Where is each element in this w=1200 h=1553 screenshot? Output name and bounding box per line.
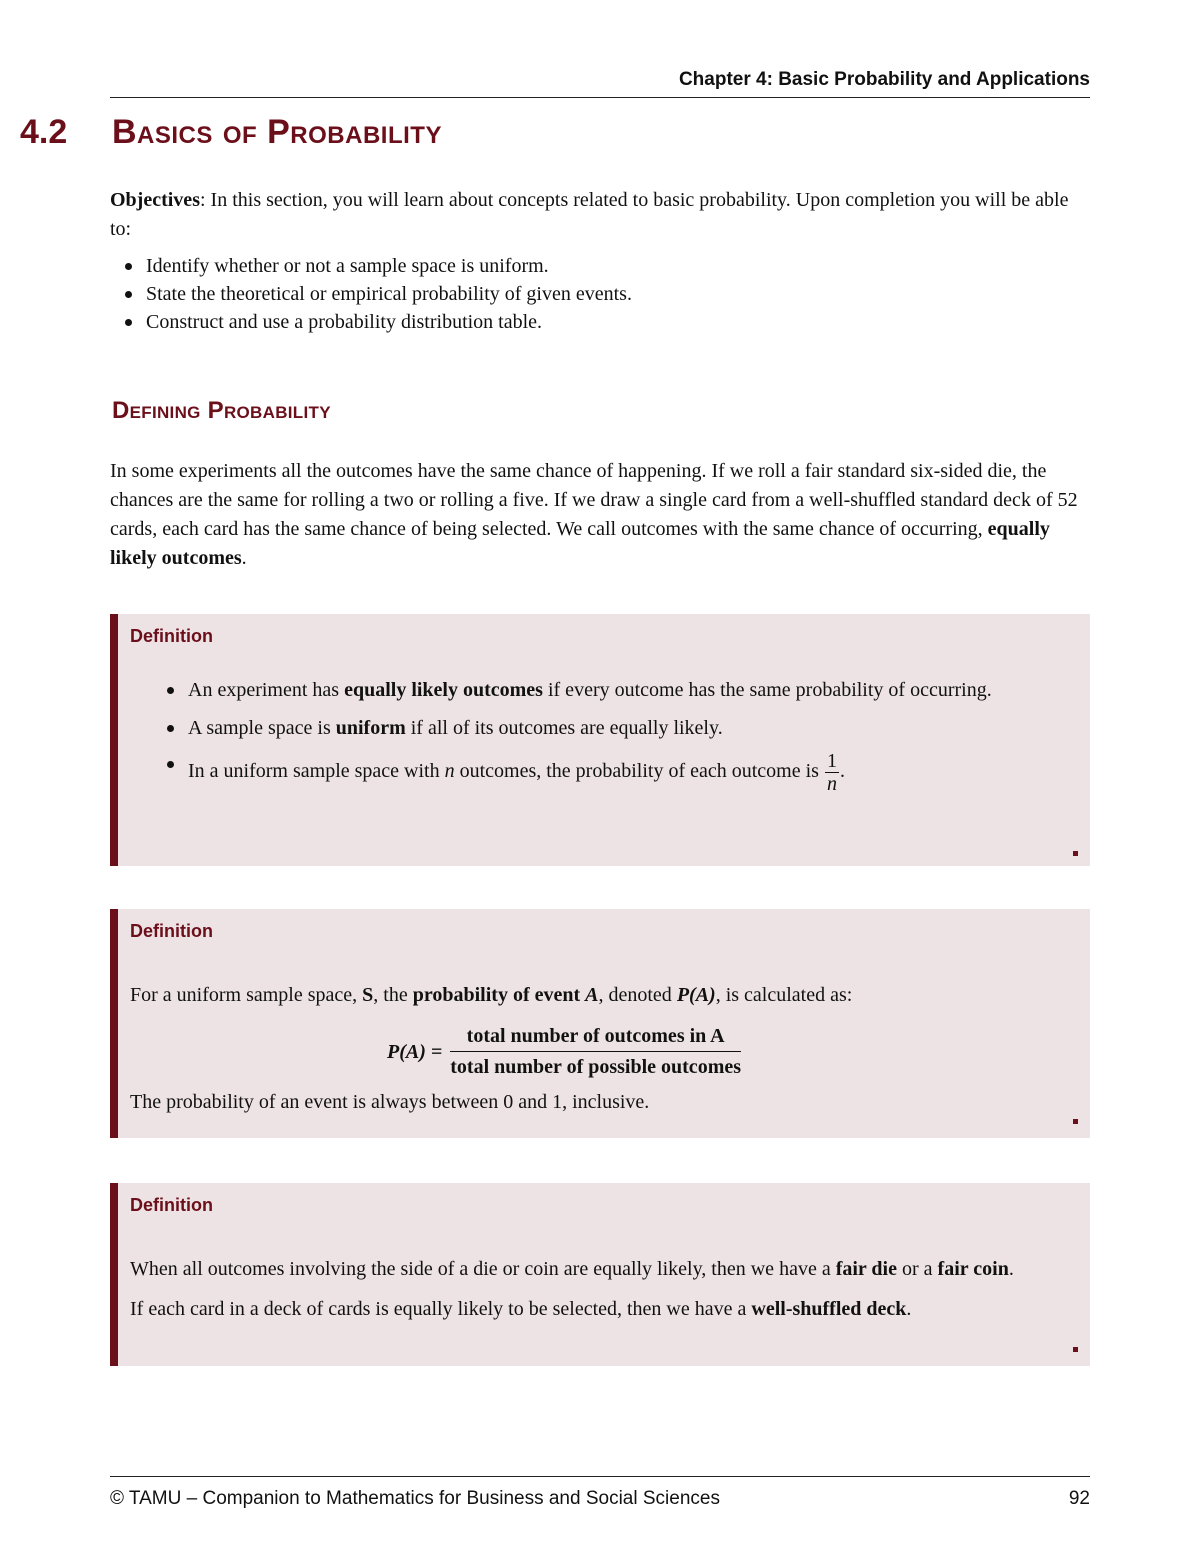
definition-item <box>188 714 1078 742</box>
sample-space-symbol: S <box>362 984 374 1006</box>
def-term: fair die <box>835 1258 897 1280</box>
objectives-label: Objectives <box>110 189 200 211</box>
page-footer <box>110 1476 1090 1511</box>
fraction-one-over-n <box>825 750 839 795</box>
formula-denominator: total number of possible outcomes <box>450 1056 742 1078</box>
def-text: . <box>1008 1258 1014 1280</box>
chapter-title: Chapter 4: Basic Probability and Applications <box>678 69 1090 90</box>
intro-block <box>110 457 1090 573</box>
def-text: , is calculated as: <box>715 984 853 1006</box>
page-number: 92 <box>1068 1488 1090 1509</box>
definition-paragraph <box>130 1295 1078 1323</box>
objective-item: Identify whether or not a sample space is uniform. <box>146 252 1090 280</box>
objective-item: State the theoretical or empirical probability of given events. <box>146 280 1090 308</box>
item-term: uniform <box>335 717 406 739</box>
footer-row <box>110 1487 1090 1511</box>
objectives-block <box>110 186 1090 336</box>
def-text: or a <box>897 1258 938 1280</box>
item-text: In a uniform sample space with <box>188 760 445 783</box>
definition-note: The probability of an event is always between 0 and 1, inclusive. <box>130 1091 650 1113</box>
event-symbol: A <box>585 984 599 1006</box>
item-text: . <box>839 760 845 783</box>
def-text: For a uniform sample space, <box>130 984 363 1006</box>
subsection-title: Defining Probability <box>112 397 331 424</box>
definition-box-3 <box>110 1183 1090 1366</box>
section-number: 4.2 <box>20 113 68 151</box>
definition-label: Definition <box>130 1195 213 1215</box>
item-text: if every outcome has the same probability of occurring. <box>542 679 992 701</box>
definition-box-1 <box>110 614 1090 866</box>
page-header <box>110 68 1090 98</box>
item-term: equally likely outcomes <box>344 679 543 701</box>
definition-text <box>130 981 1078 1009</box>
intro-bold-term: equally likely outcomes <box>110 518 1050 569</box>
definition-label: Definition <box>130 626 213 646</box>
def-term: probability of event <box>412 984 586 1006</box>
end-of-definition-marker <box>1073 851 1078 856</box>
definition-paragraph <box>130 1255 1078 1283</box>
math-variable: n <box>444 760 455 783</box>
footer-copyright: © TAMU – Companion to Mathematics for Business and Social Sciences <box>110 1488 720 1509</box>
fraction-denominator: n <box>826 773 837 795</box>
definition-label: Definition <box>130 921 213 941</box>
def-text: . <box>906 1298 912 1320</box>
fraction-numerator: 1 <box>826 750 837 772</box>
formula-numerator: total number of outcomes in A <box>450 1021 741 1052</box>
header-rule <box>110 97 1090 98</box>
def-text: When all outcomes involving the side of a die or coin are equally likely, then we have a <box>130 1258 836 1280</box>
def-text: , denoted <box>598 984 677 1006</box>
item-text: A sample space is <box>188 717 336 739</box>
formula-lhs: P(A) = <box>386 1040 443 1063</box>
objective-item: Construct and use a probability distribution table. <box>146 308 1090 336</box>
intro-end: . <box>241 547 247 569</box>
probability-symbol: P(A) <box>676 984 716 1006</box>
definition-list <box>130 676 1078 795</box>
def-term: well-shuffled deck <box>751 1298 907 1320</box>
objectives-intro: : In this section, you will learn about concepts related to basic probability. Upon completion you will be able to: <box>110 189 1069 240</box>
item-text: outcomes, the probability of each outcome is <box>454 760 824 783</box>
definition-item <box>188 676 1078 704</box>
section-title: Basics of Probability <box>112 113 442 151</box>
probability-formula <box>50 1021 1078 1082</box>
formula-fraction <box>450 1021 741 1082</box>
footer-rule <box>110 1476 1090 1477</box>
definition-box-2 <box>110 909 1090 1138</box>
item-text: if all of its outcomes are equally likely. <box>405 717 723 739</box>
end-of-definition-marker <box>1073 1347 1078 1352</box>
def-term: fair coin <box>937 1258 1009 1280</box>
item-text: An experiment has <box>188 679 345 701</box>
intro-paragraph <box>110 457 1090 573</box>
objectives-list <box>110 252 1090 336</box>
intro-text: In some experiments all the outcomes have the same chance of happening. If we roll a fair standard six-sided die, the chances are the same for rolling a two or rolling a five. If we draw a single card from a well-shuffled standard deck of 52 cards, each card has the same chance of being selected. We call outcomes with the same chance of occurring, <box>110 460 1078 540</box>
end-of-definition-marker <box>1073 1119 1078 1124</box>
def-text: , the <box>373 984 413 1006</box>
definition-item <box>188 750 1078 795</box>
def-text: If each card in a deck of cards is equally likely to be selected, then we have a <box>130 1298 752 1320</box>
objectives-paragraph <box>110 186 1090 244</box>
